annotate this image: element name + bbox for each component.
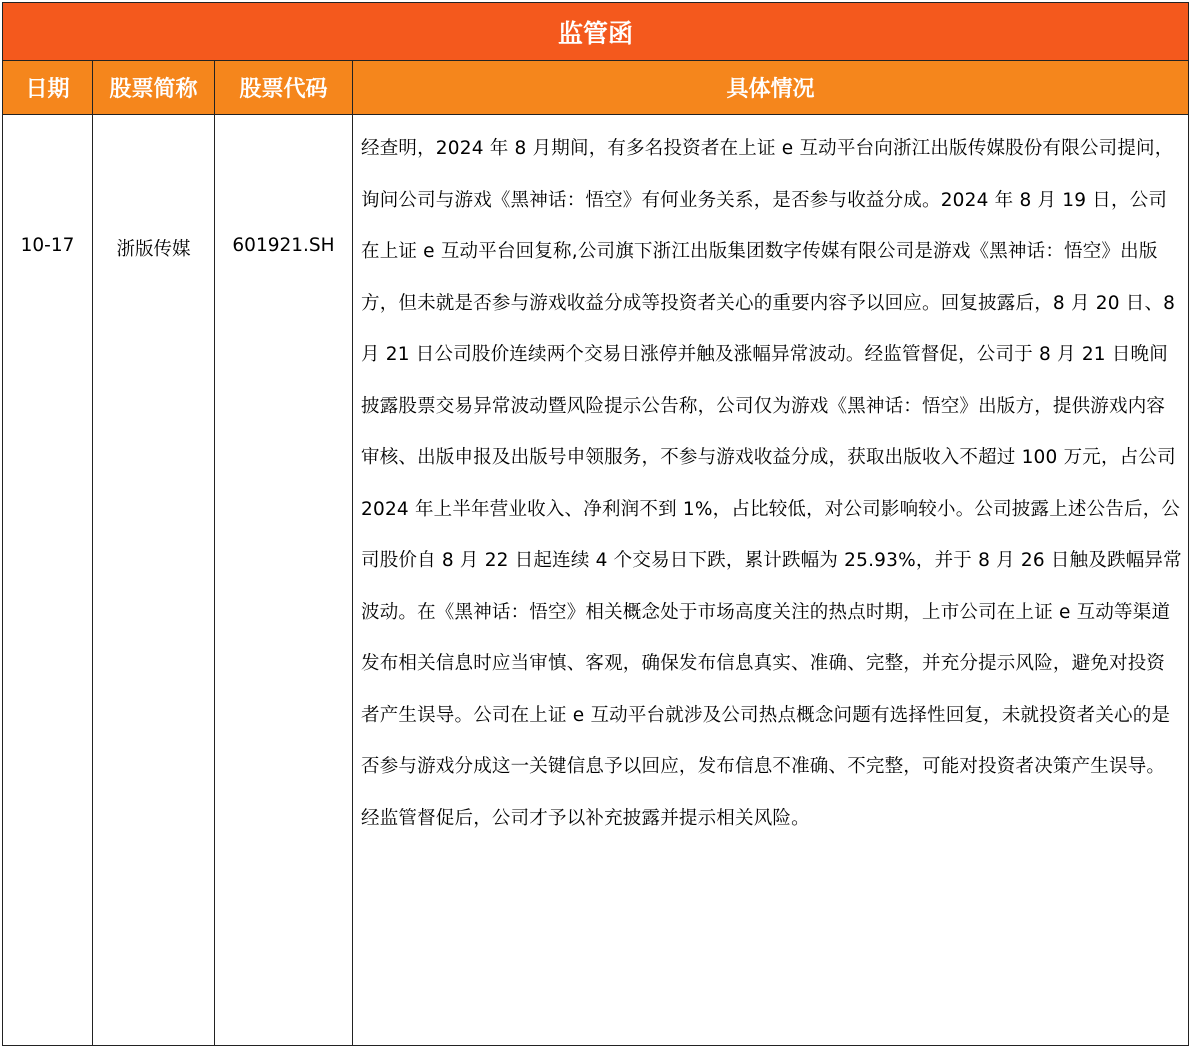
cell-stock-name: 浙版传媒 — [93, 115, 215, 1046]
header-date: 日期 — [3, 61, 93, 115]
header-detail: 具体情况 — [353, 61, 1189, 115]
header-stock-name: 股票简称 — [93, 61, 215, 115]
title-row — [3, 3, 1189, 61]
header-row — [3, 61, 1189, 115]
cell-date: 10-17 — [3, 115, 93, 1046]
regulatory-letter-table — [2, 2, 1189, 1046]
cell-stock-code: 601921.SH — [215, 115, 353, 1046]
table-row — [3, 115, 1189, 1046]
header-stock-code: 股票代码 — [215, 61, 353, 115]
cell-detail: 经查明，2024 年 8 月期间，有多名投资者在上证 e 互动平台向浙江出版传媒股份有限公司提问，询问公司与游戏《黑神话：悟空》有何业务关系，是否参与收益分成。2024 年 8 月 19 日，公司在上证 e 互动平台回复称,公司旗下浙江出版集团数字传媒有限公司是游戏《黑神话：悟空》出版方，但未就是否参与游戏收益分成等投资者关心的重要内容予以回应。回复披露后，8 月 20 日、8 月 21 日公司股价连续两个交易日涨停并触及涨幅异常波动。经监管督促，公司于 8 月 21 日晚间披露股票交易异常波动暨风险提示公告称，公司仅为游戏《黑神话：悟空》出版方，提供游戏内容审核、出版申报及出版号申领服务，不参与游戏收益分成，获取出版收入不超过 100 万元，占公司 2024 年上半年营业收入、净利润不到 1%，占比较低，对公司影响较小。公司披露上述公告后，公司股价自 8 月 22 日起连续 4 个交易日下跌，累计跌幅为 25.93%，并于 8 月 26 日触及跌幅异常波动。在《黑神话：悟空》相关概念处于市场高度关注的热点时期，上市公司在上证 e 互动等渠道发布相关信息时应当审慎、客观，确保发布信息真实、准确、完整，并充分提示风险，避免对投资者产生误导。公司在上证 e 互动平台就涉及公司热点概念问题有选择性回复，未就投资者关心的是否参与游戏分成这一关键信息予以回应，发布信息不准确、不完整，可能对投资者决策产生误导。经监管督促后，公司才予以补充披露并提示相关风险。 — [353, 115, 1189, 1046]
table-title: 监管函 — [3, 3, 1189, 61]
